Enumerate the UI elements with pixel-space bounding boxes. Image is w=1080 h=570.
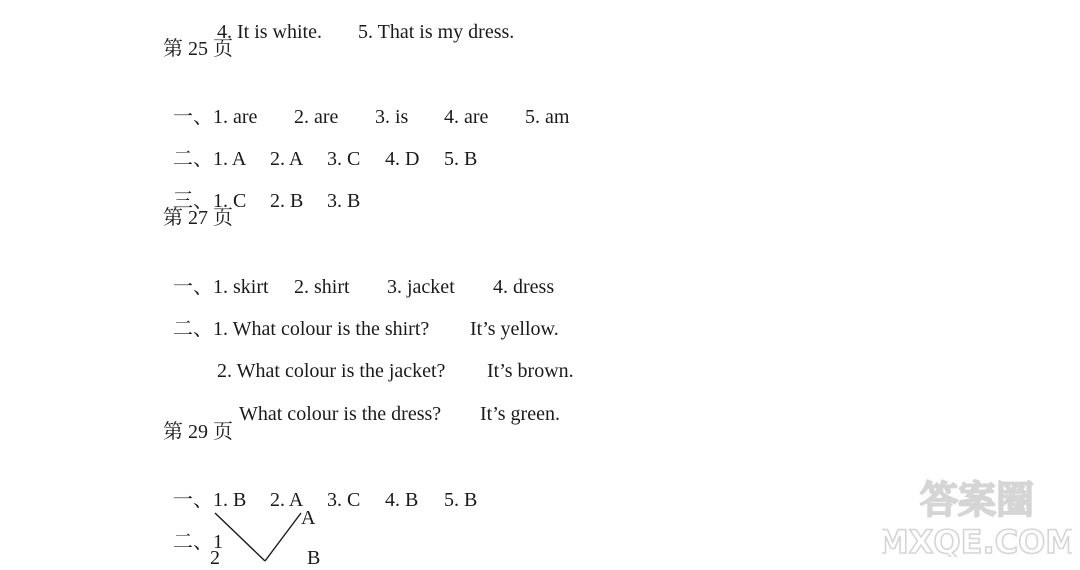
- section-number: 一、: [173, 106, 213, 128]
- section-number: 一、: [173, 276, 213, 298]
- matching-connector-lines: [205, 505, 325, 565]
- watermark-logo: [882, 473, 1072, 557]
- question-text: 2. What colour is the jacket?: [217, 360, 446, 382]
- answer-item: 5. That is my dress.: [358, 21, 515, 43]
- answer-item: 4. It is white.: [217, 21, 322, 43]
- section-number: 一、: [173, 489, 213, 511]
- section-number: 三、: [173, 190, 213, 212]
- answer-item: 1. skirt: [213, 276, 269, 298]
- match-right-item: A: [301, 507, 316, 529]
- answer-item: 3. B: [327, 190, 361, 212]
- match-left-item: 2: [210, 547, 220, 569]
- answer-line: [163, 251, 554, 299]
- answer-item: 2. A: [270, 489, 304, 511]
- answer-line-top: [207, 0, 514, 44]
- section-number: 二、: [173, 531, 213, 553]
- answer-item: 2. shirt: [294, 276, 350, 298]
- question-text: 1. What colour is the shirt?: [213, 318, 430, 340]
- answer-item: 4. D: [385, 148, 420, 170]
- answer-text: It’s brown.: [487, 360, 574, 382]
- answer-item: 1. are: [213, 106, 258, 128]
- answer-line: [163, 81, 569, 129]
- answer-item: 2. A: [270, 148, 304, 170]
- answer-line: [163, 293, 559, 341]
- answer-item: 2. B: [270, 190, 304, 212]
- answer-item: 1. C: [213, 190, 247, 212]
- answer-item: 1. A: [213, 148, 247, 170]
- answer-item: 4. dress: [493, 276, 555, 298]
- section-number: 二、: [173, 148, 213, 170]
- answer-item: 3. is: [375, 106, 409, 128]
- answer-line: [163, 123, 477, 171]
- question-text: What colour is the dress?: [239, 403, 442, 425]
- answer-item: 3. jacket: [387, 276, 455, 298]
- answer-item: 1. B: [213, 489, 247, 511]
- answer-item: 3. C: [327, 489, 361, 511]
- page-heading-29: 第 29 页: [163, 421, 233, 443]
- page-heading-25: 第 25 页: [163, 38, 233, 60]
- answer-line: [229, 378, 560, 426]
- answer-text: It’s yellow.: [470, 318, 559, 340]
- section-number: 二、: [173, 318, 213, 340]
- answer-line: [207, 335, 574, 383]
- answer-item: 2. are: [294, 106, 339, 128]
- match-right-item: B: [307, 547, 321, 569]
- answer-item: 5. B: [444, 489, 478, 511]
- answer-item: 4. are: [444, 106, 489, 128]
- answer-item: 5. am: [525, 106, 570, 128]
- match-left-item: 1: [213, 531, 223, 553]
- answer-item: 5. B: [444, 148, 478, 170]
- answer-text: It’s green.: [480, 403, 560, 425]
- watermark-top-text: 答案圈: [919, 478, 1035, 522]
- answer-item: 4. B: [385, 489, 419, 511]
- answer-item: 3. C: [327, 148, 361, 170]
- watermark-bottom-text: MXQE.COM: [882, 523, 1072, 557]
- page-heading-27: 第 27 页: [163, 207, 233, 229]
